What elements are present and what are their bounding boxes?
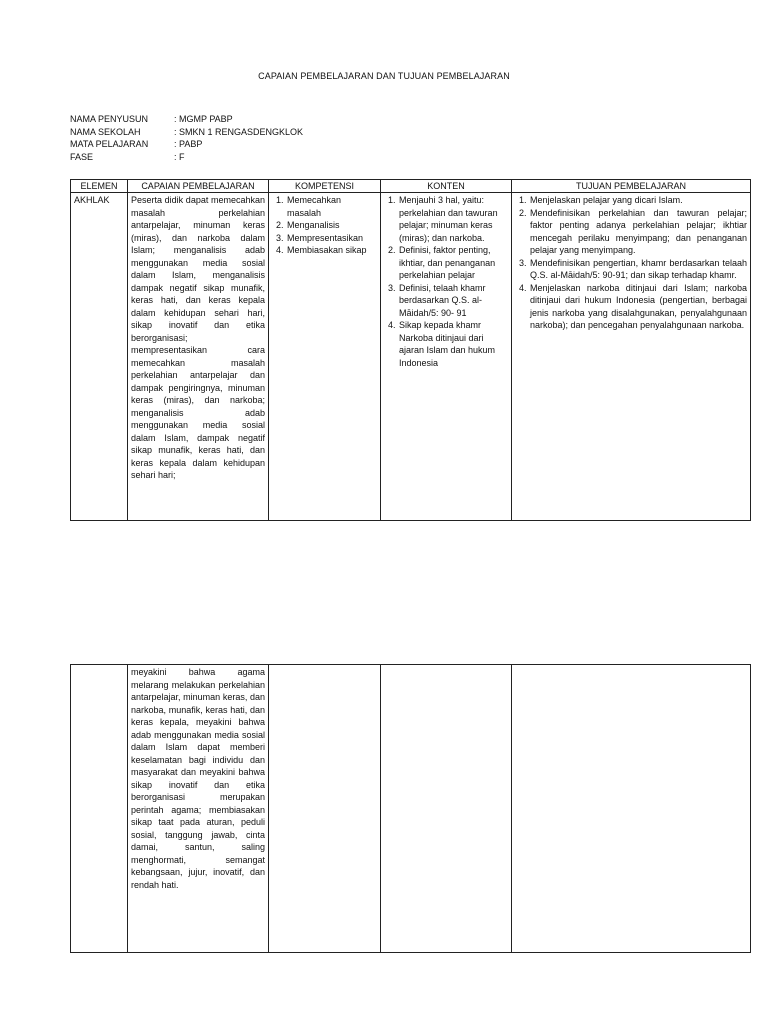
curriculum-table-continued (70, 664, 751, 953)
meta-row-sekolah (70, 126, 303, 139)
capaian-text: Peserta didik dapat memecahkan masalah perkelahian antarpelajar, minuman keras (miras), dan narkoba dalam Islam; menganalisis adab menggunakan media sosial dalam Islam, menganalisis dampak negatif sikap munafik, keras hati, dan keras kepala dalam kehidupan sehari hari, sikap inovatif dan etika berorganisasi; mempresentasikan cara memecahkan masalah perkelahian antarpelajar dan dampak pengiringnya, minuman keras (miras), dan narkoba; menganalisis adab menggunakan media sosial dalam Islam, dampak negatif sikap munafik, keras hati, dan keras kepala dalam kehidupan sehari hari; (131, 195, 265, 480)
cell-elemen-continued (71, 665, 128, 953)
list-item: 3. Mempresentasikan (286, 232, 377, 245)
table-header-row (71, 180, 751, 193)
curriculum-table (70, 179, 751, 521)
cell-kompetensi-continued (269, 665, 381, 953)
tujuan-list (515, 194, 747, 332)
meta-row-penyusun (70, 113, 303, 126)
header-tujuan: TUJUAN PEMBELAJARAN (512, 180, 751, 193)
cell-konten (381, 193, 512, 521)
header-kompetensi: KOMPETENSI (269, 180, 381, 193)
page-title: CAPAIAN PEMBELAJARAN DAN TUJUAN PEMBELAJARAN (258, 71, 510, 81)
list-item: 1. Menjauhi 3 hal, yaitu: perkelahian dan tawuran pelajar; minuman keras (miras); dan narkoba. (398, 194, 508, 244)
list-item: 2. Menganalisis (286, 219, 377, 232)
cell-capaian-continued (128, 665, 269, 953)
cell-konten-continued (381, 665, 512, 953)
list-item: 3. Mendefinisikan pengertian, khamr berdasarkan telaah Q.S. al-Māidah/5: 90-91; dan sikap terhadap khamr. (529, 257, 747, 282)
header-konten: KONTEN (381, 180, 512, 193)
list-item: 3. Definisi, telaah khamr berdasarkan Q.S. al-Māidah/5: 90- 91 (398, 282, 508, 320)
meta-value: : SMKN 1 RENGASDENGKLOK (174, 126, 304, 137)
kompetensi-list (272, 194, 377, 257)
meta-row-fase (70, 151, 303, 164)
list-item: 4. Membiasakan sikap (286, 244, 377, 257)
table-row (71, 193, 751, 521)
document-meta (70, 113, 303, 163)
header-capaian: CAPAIAN PEMBELAJARAN (128, 180, 269, 193)
konten-list (384, 194, 508, 369)
list-item: 2. Mendefinisikan perkelahian dan tawuran pelajar; faktor penting adanya perkelahian pelajar; ikhtiar mencegah perilaku menyimpang; dan penanganan pelajar yang menyimpang. (529, 207, 747, 257)
cell-tujuan-continued (512, 665, 751, 953)
capaian-text-continued: meyakini bahwa agama melarang melakukan perkelahian antarpelajar, minuman keras, dan narkoba, munafik, keras hati, dan keras kepala, meyakini bahwa adab menggunakan media sosial dalam Islam dapat memberi keselamatan bagi individu dan masyarakat dan meyakini bahwa sikap inovatif dan etika berorganisasi merupakan perintah agama; membiasakan sikap taat pada aturan, peduli sosial, tanggung jawab, cinta damai, santun, saling menghormati, semangat kebangsaan, jujur, inovatif, dan rendah hati. (131, 667, 265, 890)
meta-label: NAMA PENYUSUN (70, 114, 149, 124)
table-row (71, 665, 751, 953)
cell-elemen: AKHLAK (71, 193, 128, 521)
list-item: 1. Memecahkan masalah (286, 194, 377, 219)
cell-kompetensi (269, 193, 381, 521)
meta-value: : F (174, 151, 185, 162)
cell-capaian (128, 193, 269, 521)
meta-label: NAMA SEKOLAH (70, 126, 141, 137)
meta-value: : PABP (174, 139, 203, 149)
header-elemen: ELEMEN (71, 180, 128, 193)
list-item: 4. Menjelaskan narkoba ditinjaui dari Islam; narkoba ditinjaui dari hukum Indonesia (pengertian, berbagai jenis narkoba yang disalahgunakan, penyalahgunaan narkoba); dan pencegahan penyalahgunaan narkoba. (529, 282, 747, 332)
list-item: 2. Definisi, faktor penting, ikhtiar, dan penanganan perkelahian pelajar (398, 244, 508, 282)
meta-label: FASE (70, 151, 94, 162)
meta-value: : MGMP PABP (174, 114, 233, 124)
list-item: 1. Menjelaskan pelajar yang dicari Islam. (529, 194, 747, 207)
cell-tujuan (512, 193, 751, 521)
meta-label: MATA PELAJARAN (70, 139, 149, 149)
meta-row-mapel (70, 138, 303, 151)
list-item: 4. Sikap kepada khamr Narkoba ditinjaui dari ajaran Islam dan hukum Indonesia (398, 319, 508, 369)
